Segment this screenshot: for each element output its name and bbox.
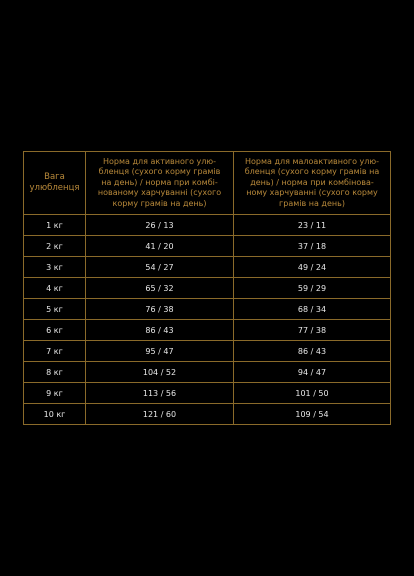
cell-active-norm: 41 / 20	[86, 236, 234, 257]
header-active-line: корму грамів на день)	[112, 198, 207, 208]
cell-low-active-norm: 68 / 34	[234, 299, 391, 320]
cell-active-norm: 121 / 60	[86, 404, 234, 425]
header-active-line: на день) / норма при комбі-	[101, 177, 218, 187]
header-weight-line: Вага	[44, 172, 65, 182]
table-row	[24, 383, 391, 404]
cell-active-norm: 104 / 52	[86, 362, 234, 383]
cell-low-active-norm: 23 / 11	[234, 215, 391, 236]
table-row	[24, 362, 391, 383]
cell-weight: 10 кг	[24, 404, 86, 425]
cell-weight: 3 кг	[24, 257, 86, 278]
cell-active-norm: 76 / 38	[86, 299, 234, 320]
header-active-norm	[86, 152, 234, 215]
table-row	[24, 236, 391, 257]
cell-weight: 8 кг	[24, 362, 86, 383]
header-low-active-norm	[234, 152, 391, 215]
cell-low-active-norm: 109 / 54	[234, 404, 391, 425]
table-row	[24, 278, 391, 299]
cell-active-norm: 65 / 32	[86, 278, 234, 299]
header-low-active-line: бленця (сухого корму грамів на	[244, 167, 380, 177]
table-row	[24, 320, 391, 341]
cell-active-norm: 95 / 47	[86, 341, 234, 362]
cell-low-active-norm: 94 / 47	[234, 362, 391, 383]
cell-low-active-norm: 49 / 24	[234, 257, 391, 278]
header-low-active-line: Норма для малоактивного улю-	[245, 156, 379, 166]
cell-weight: 9 кг	[24, 383, 86, 404]
cell-weight: 1 кг	[24, 215, 86, 236]
table-row	[24, 341, 391, 362]
header-low-active-line: ному харчуванні (сухого корму	[246, 188, 378, 198]
cell-active-norm: 86 / 43	[86, 320, 234, 341]
header-active-line: бленця (сухого корму грамів	[98, 167, 221, 177]
header-low-active-line: день) / норма при комбінова-	[250, 177, 374, 187]
cell-active-norm: 26 / 13	[86, 215, 234, 236]
table-row	[24, 215, 391, 236]
table-row	[24, 299, 391, 320]
header-active-line: нованому харчуванні (сухого	[97, 188, 222, 198]
cell-weight: 2 кг	[24, 236, 86, 257]
cell-low-active-norm: 77 / 38	[234, 320, 391, 341]
header-weight	[24, 152, 86, 215]
feeding-norms-table	[23, 151, 391, 425]
table-header-row	[24, 152, 391, 215]
cell-low-active-norm: 86 / 43	[234, 341, 391, 362]
header-low-active-line: грамів на день)	[279, 198, 345, 208]
cell-weight: 5 кг	[24, 299, 86, 320]
cell-weight: 4 кг	[24, 278, 86, 299]
header-weight-line: улюбленця	[29, 183, 80, 193]
header-active-line: Норма для активного улю-	[102, 156, 216, 166]
cell-low-active-norm: 59 / 29	[234, 278, 391, 299]
table-row	[24, 404, 391, 425]
table-row	[24, 257, 391, 278]
cell-weight: 7 кг	[24, 341, 86, 362]
cell-low-active-norm: 37 / 18	[234, 236, 391, 257]
cell-active-norm: 54 / 27	[86, 257, 234, 278]
cell-low-active-norm: 101 / 50	[234, 383, 391, 404]
cell-active-norm: 113 / 56	[86, 383, 234, 404]
cell-weight: 6 кг	[24, 320, 86, 341]
